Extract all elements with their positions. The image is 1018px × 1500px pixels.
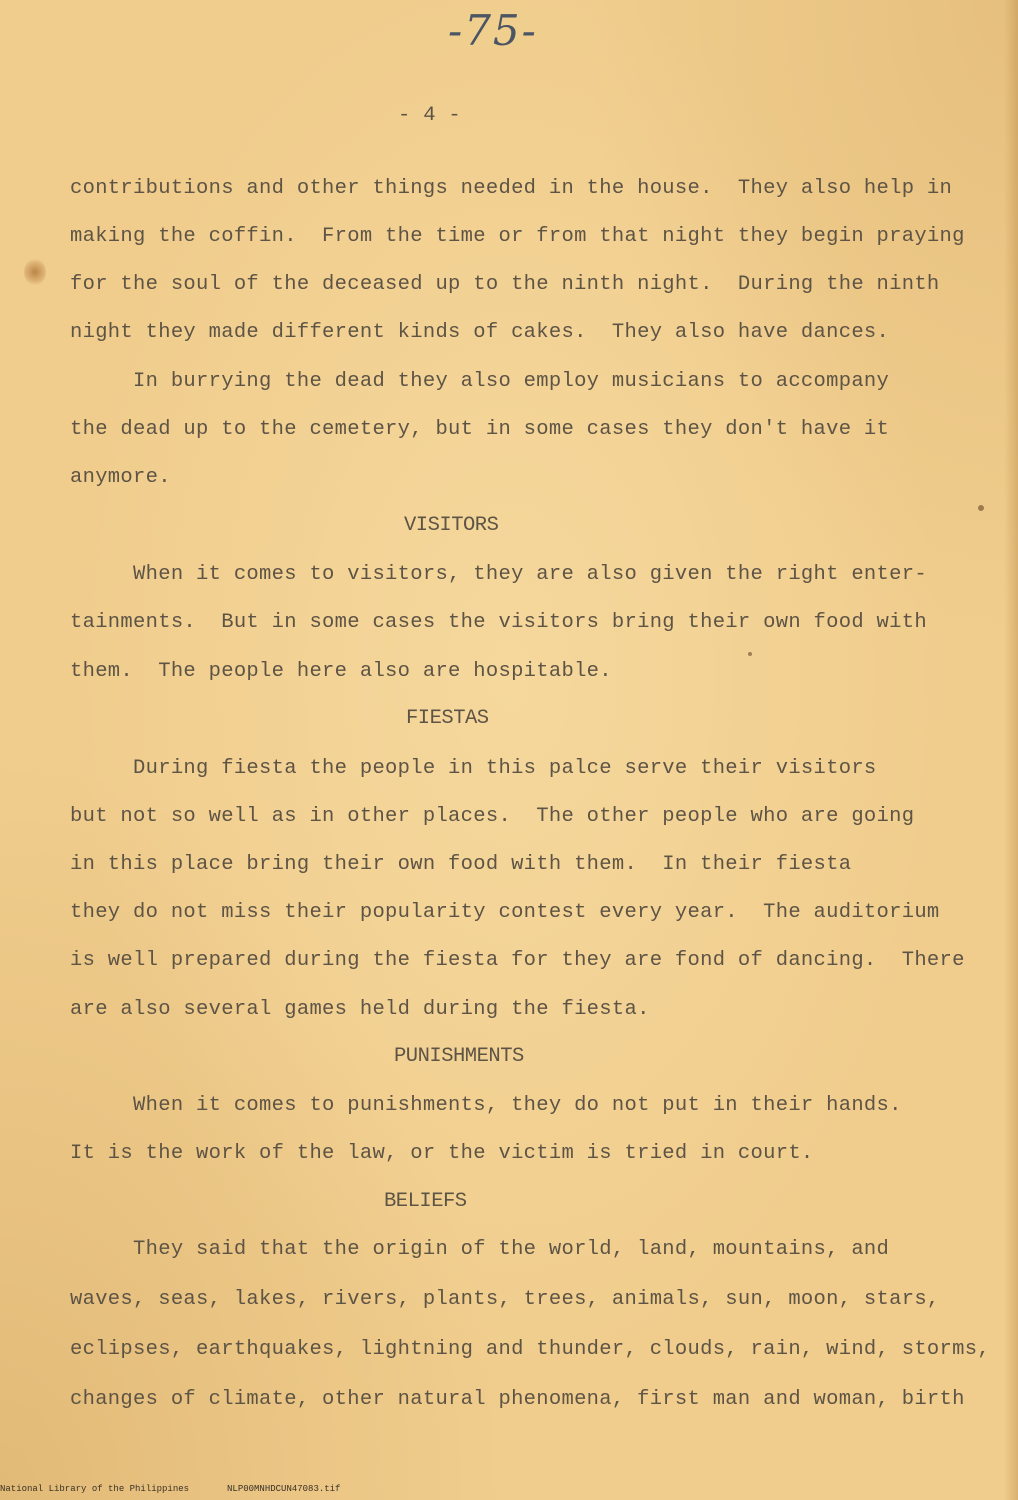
- ink-speck: [748, 652, 752, 656]
- text-line: contributions and other things needed in the house. They also help in: [70, 177, 953, 200]
- text-line: eclipses, earthquakes, lightning and thunder, clouds, rain, wind, storms,: [70, 1338, 990, 1361]
- text-line: tainments. But in some cases the visitors bring their own food with: [70, 611, 927, 634]
- paper-edge-shadow: [1004, 0, 1018, 1500]
- text-line: for the soul of the deceased up to the ninth night. During the ninth: [70, 273, 940, 296]
- section-heading-punishments: PUNISHMENTS: [394, 1045, 524, 1068]
- text-line: waves, seas, lakes, rivers, plants, trees, animals, sun, moon, stars,: [70, 1288, 940, 1311]
- text-line: are also several games held during the fiesta.: [70, 998, 650, 1021]
- section-heading-fiestas: FIESTAS: [406, 707, 489, 730]
- text-line: night they made different kinds of cakes. They also have dances.: [70, 321, 890, 344]
- text-line: In burrying the dead they also employ musicians to accompany: [70, 370, 890, 393]
- text-line: It is the work of the law, or the victim is tried in court.: [70, 1142, 814, 1165]
- section-heading-visitors: VISITORS: [404, 514, 499, 537]
- text-line: They said that the origin of the world, land, mountains, and: [70, 1238, 890, 1261]
- section-heading-beliefs: BELIEFS: [384, 1190, 467, 1213]
- footer-library: National Library of the Philippines: [0, 1484, 190, 1494]
- text-line: they do not miss their popularity contest every year. The auditorium: [70, 901, 940, 924]
- text-line: them. The people here also are hospitable.: [70, 660, 612, 683]
- footer-filename: NLP00MNHDCUN47083.tif: [227, 1484, 341, 1494]
- text-line: When it comes to visitors, they are also given the right enter-: [70, 563, 927, 586]
- ink-speck: [978, 505, 984, 511]
- page-number: - 4 -: [398, 104, 462, 127]
- handwritten-folio-number: -75-: [448, 6, 538, 55]
- text-line: is well prepared during the fiesta for they are fond of dancing. There: [70, 949, 965, 972]
- text-line: in this place bring their own food with them. In their fiesta: [70, 853, 852, 876]
- text-line: but not so well as in other places. The other people who are going: [70, 805, 915, 828]
- text-line: the dead up to the cemetery, but in some cases they don't have it: [70, 418, 890, 441]
- scan-footer: [0, 1484, 1018, 1494]
- text-line: changes of climate, other natural phenomena, first man and woman, birth: [70, 1388, 965, 1411]
- text-line: making the coffin. From the time or from that night they begin praying: [70, 225, 965, 248]
- text-line: During fiesta the people in this palce serve their visitors: [70, 757, 877, 780]
- text-line: When it comes to punishments, they do not put in their hands.: [70, 1094, 902, 1117]
- paper-stain: [24, 258, 46, 286]
- text-line: anymore.: [70, 466, 171, 489]
